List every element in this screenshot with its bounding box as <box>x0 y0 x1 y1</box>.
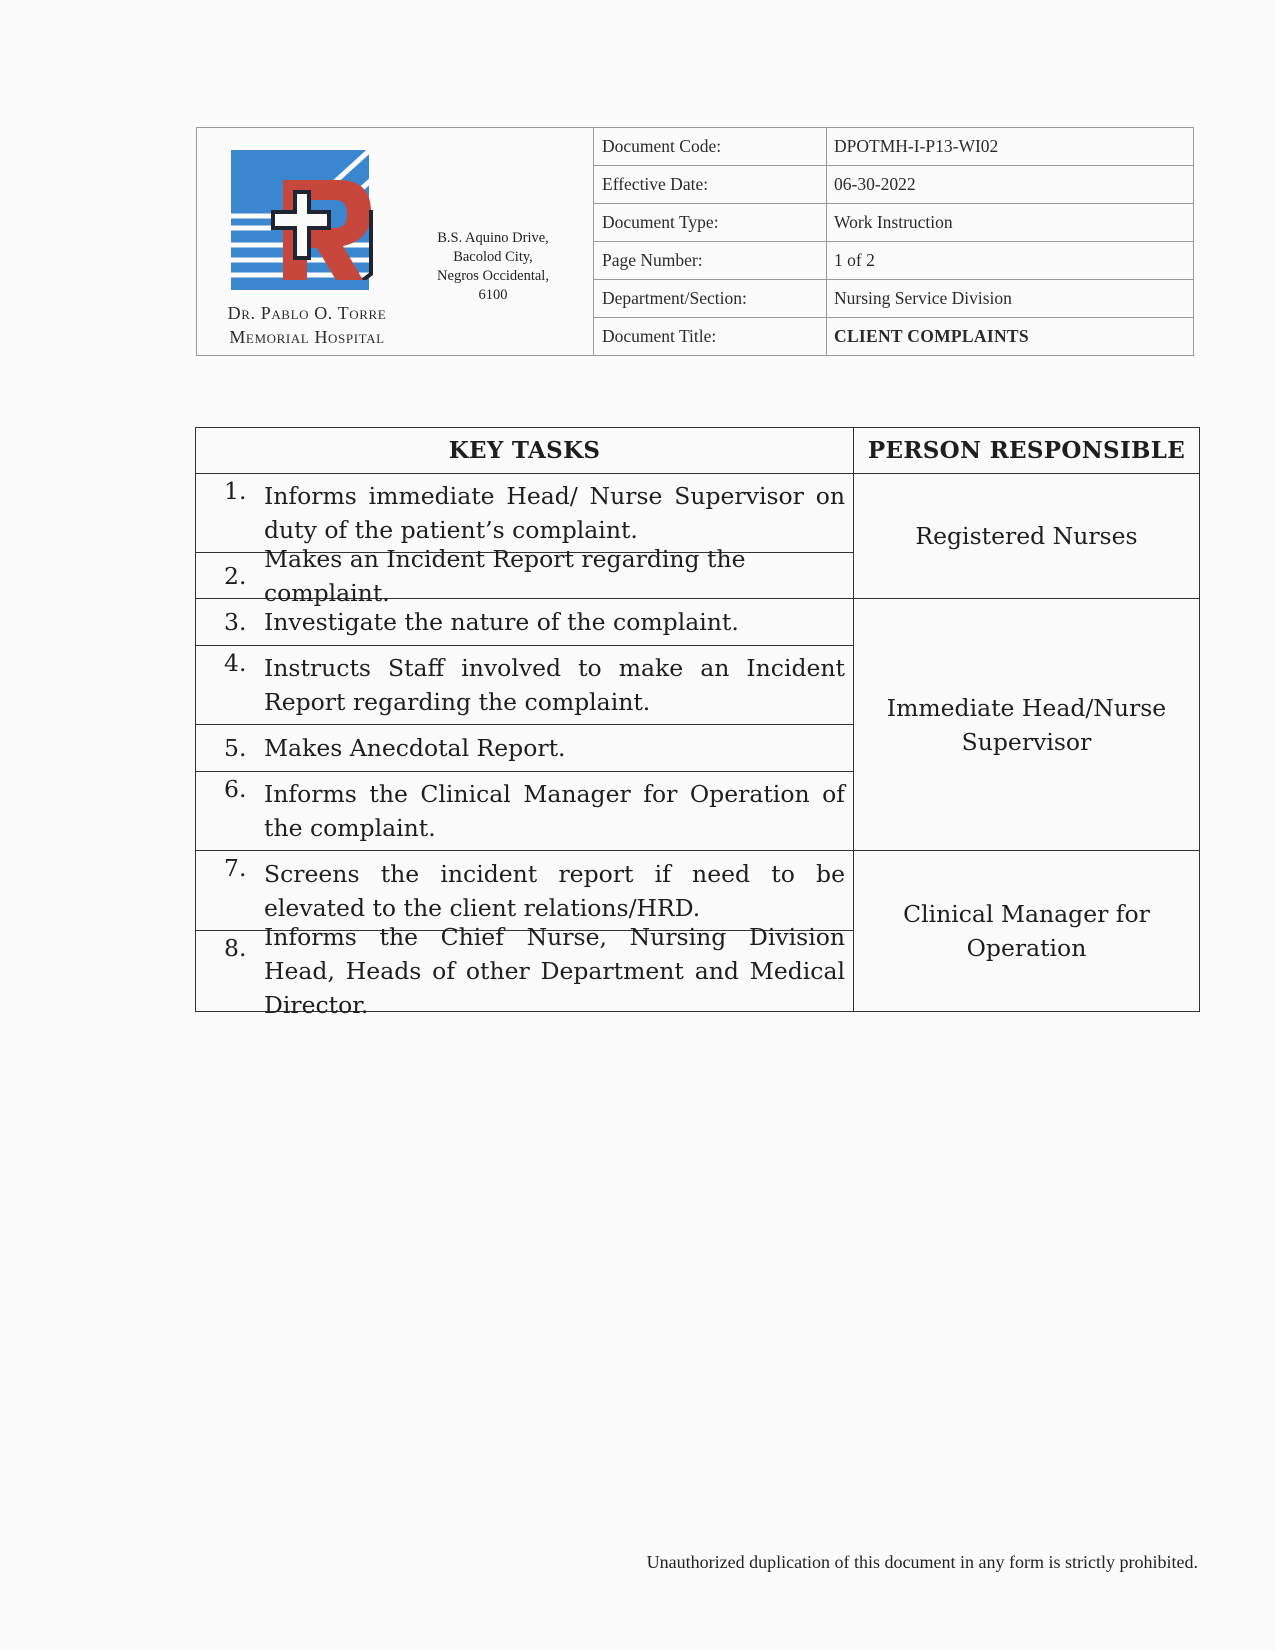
key-tasks-table <box>195 427 1200 1019</box>
duplication-notice: Unauthorized duplication of this document in any form is strictly prohibited. <box>646 1552 1198 1572</box>
person-responsible-line2: Operation <box>966 934 1087 962</box>
person-responsible-cell <box>854 474 1199 599</box>
address-line3: Negros Occidental, <box>437 268 549 284</box>
hospital-name-line1: Dr. Pablo O. Torre <box>227 303 387 323</box>
task-row <box>196 544 854 607</box>
document-meta-table <box>594 128 1193 355</box>
meta-label: Effective Date: <box>594 166 827 203</box>
task-number: 5. <box>224 734 247 762</box>
task-number: 1. <box>224 477 247 505</box>
address-line2: Bacolod City, <box>453 249 533 265</box>
meta-value: Nursing Service Division <box>834 288 1012 308</box>
task-row <box>196 923 854 1019</box>
meta-value: 06-30-2022 <box>834 174 916 194</box>
task-number: 3. <box>224 608 247 636</box>
person-responsible-cell <box>854 851 1199 1011</box>
task-row <box>196 646 854 725</box>
task-text: Screens the incident report if need to be elevated to the client relations/HRD. <box>264 859 845 922</box>
meta-row-document-title <box>594 318 1193 355</box>
task-text: Makes an Incident Report regarding the complaint. <box>264 544 746 607</box>
column-header-key-tasks: KEY TASKS <box>196 428 854 474</box>
task-text: Informs immediate Head/ Nurse Supervisor on duty of the patient’s complaint. <box>264 482 845 544</box>
task-row <box>196 851 854 931</box>
meta-row-document-code <box>594 128 1193 166</box>
address-line1: B.S. Aquino Drive, <box>437 230 549 246</box>
task-row <box>196 725 854 772</box>
task-number: 6. <box>224 775 247 803</box>
hospital-address <box>427 229 559 305</box>
meta-label: Page Number: <box>594 242 827 279</box>
task-text: Makes Anecdotal Report. <box>264 734 566 762</box>
document-header <box>196 127 1194 356</box>
task-text: Instructs Staff involved to make an Incident Report regarding the complaint. <box>264 654 845 716</box>
meta-label: Document Title: <box>594 318 827 355</box>
task-number: 8. <box>224 934 247 962</box>
person-responsible-line2: Supervisor <box>961 727 1092 756</box>
task-row <box>196 599 854 646</box>
meta-value: 1 of 2 <box>834 250 875 270</box>
hospital-name-line2: Memorial Hospital <box>229 327 385 347</box>
meta-value: CLIENT COMPLAINTS <box>834 326 1029 346</box>
task-number: 4. <box>224 649 247 677</box>
meta-row-effective-date <box>594 166 1193 204</box>
task-text: Investigate the nature of the complaint. <box>264 608 739 636</box>
task-row <box>196 772 854 851</box>
meta-label: Document Type: <box>594 204 827 241</box>
meta-row-document-type <box>594 204 1193 242</box>
task-text: Informs the Chief Nurse, Nursing Division Head, Heads of other Department and Medical Director. <box>264 923 845 1019</box>
meta-row-department <box>594 280 1193 318</box>
person-responsible-line1: Clinical Manager for <box>903 900 1150 928</box>
meta-row-page-number <box>594 242 1193 280</box>
person-responsible-line1: Immediate Head/Nurse <box>886 693 1167 722</box>
meta-value: DPOTMH-I-P13-WI02 <box>834 136 999 156</box>
logo-cell <box>197 128 594 355</box>
task-number: 2. <box>224 561 247 590</box>
meta-label: Document Code: <box>594 128 827 165</box>
column-header-person-responsible: PERSON RESPONSIBLE <box>854 428 1199 474</box>
meta-label: Department/Section: <box>594 280 827 317</box>
address-line4: 6100 <box>478 287 508 303</box>
task-number: 7. <box>224 854 247 882</box>
task-text: Informs the Clinical Manager for Operation of the complaint. <box>264 780 845 842</box>
hospital-logo-icon <box>231 150 391 300</box>
meta-value: Work Instruction <box>834 212 953 232</box>
person-responsible-cell <box>854 599 1199 851</box>
person-responsible-line1: Registered Nurses <box>915 522 1138 550</box>
hospital-name <box>207 301 407 349</box>
